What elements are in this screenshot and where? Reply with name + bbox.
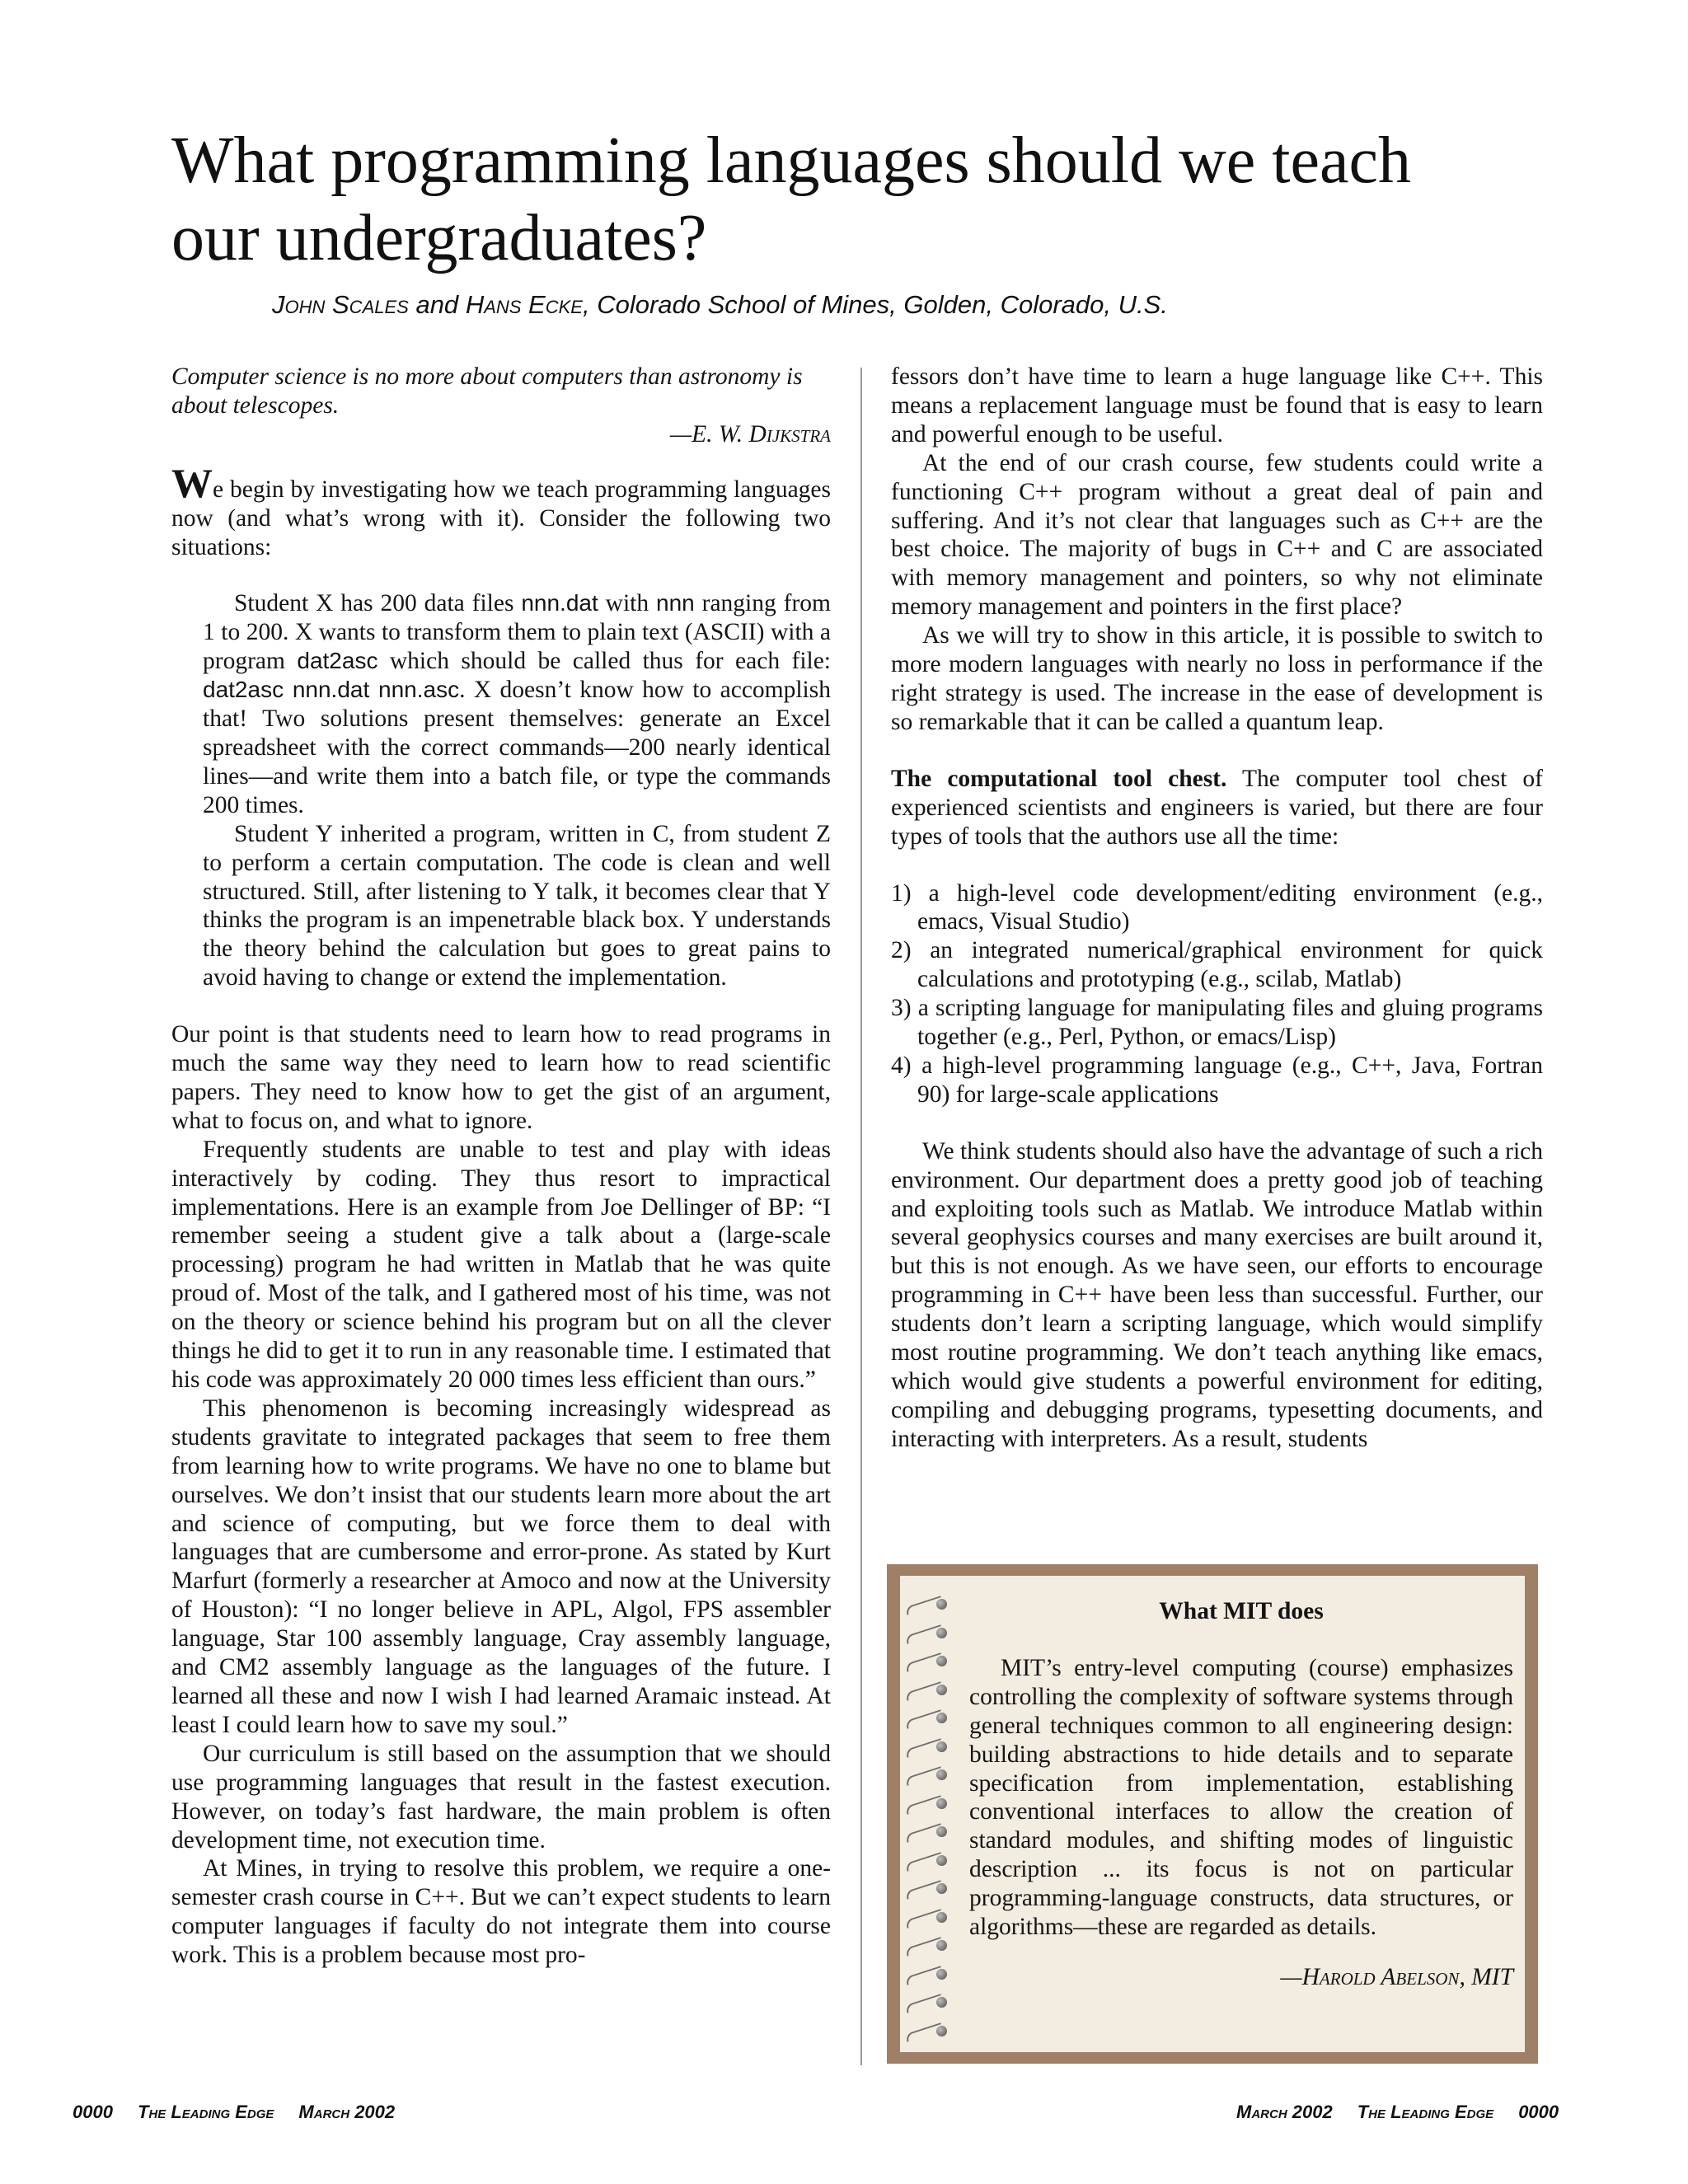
list-item: 3) a scripting language for manipulating files and gluing programs together (e.g., Perl, Python, or emacs/Lisp) [891, 995, 1543, 1051]
spiral-ring-icon [900, 1964, 950, 1993]
author-1: John Scales [272, 290, 409, 319]
spiral-ring-icon [900, 1651, 950, 1680]
page-number: 0000 [73, 2102, 113, 2122]
situation-x: Student X has 200 data files nnn.dat with nnn ranging from 1 to 200. X wants to transform them to plain text (ASCII) with a program dat2asc which should be called thus for each file: dat2asc nnn.dat nnn.asc. X doesn’t know how to accomplish that! Two solutions present themselves: generate an Excel spreadsheet with the correct commands—200 nearly identical lines—and write them into a batch file, or type the commands 200 times. [203, 590, 832, 818]
code-variable: nnn [656, 590, 695, 616]
body-paragraph: fessors don’t have time to learn a huge language like C++. This means a replacement language must be found that is easy to learn and powerful enough to be useful. [891, 363, 1543, 448]
code-command: dat2asc nnn.dat nnn.asc [203, 677, 460, 703]
situations-block [171, 589, 831, 992]
situation-y: Student Y inherited a program, written in C, from student Z to perform a certain computation. The code is clean and well structured. Still, after listening to Y talk, it becomes clear that Y thinks the program is an impenetrable black box. Y understands the theory behind the calculation but goes to great pains to avoid having to change or extend the implementation. [203, 820, 831, 991]
body-paragraph: At the end of our crash course, few students could write a functioning C++ program without a great deal of pain and suffering. And it’s not clear that languages such as C++ are the best choice. The majority of bugs in C++ and C are associated with memory management and pointers, so why not eliminate memory management and pointers in the first place? [891, 449, 1543, 621]
spiral-ring-icon [900, 1935, 950, 1964]
issue-date: March 2002 [1236, 2102, 1333, 2122]
spiral-ring-icon [900, 1992, 950, 2021]
right-column [891, 363, 1543, 1454]
sidebar-content [969, 1597, 1513, 1992]
sidebar-quote: MIT’s entry-level computing (course) emphasizes controlling the complexity of software systems through general techniques common to all engineering design: building abstractions to hide details and to separate specification from implementation, establishing conventional interfaces to allow the creation of standard modules, and shifting modes of linguistic description ... its focus is not on particular programming-language constructs, data structures, or algorithms—these are regarded as details. [969, 1654, 1513, 1941]
affiliation: , Colorado School of Mines, Golden, Colorado, U.S. [582, 290, 1168, 319]
spiral-ring-icon [900, 1594, 950, 1623]
spiral-ring-icon [900, 1736, 950, 1765]
list-item: 2) an integrated numerical/graphical environment for quick calculations and prototyping (e.g., scilab, Matlab) [891, 937, 1543, 993]
spiral-ring-icon [900, 1850, 950, 1879]
journal-name: The Leading Edge [1357, 2102, 1494, 2122]
spiral-ring-icon [900, 1793, 950, 1822]
body-paragraph: Our point is that students need to learn how to read programs in much the same way they need to learn how to read scientific papers. They need to know how to get the gist of an argument, what to focus on, and what to ignore. [171, 1021, 831, 1134]
code-program: dat2asc [297, 648, 378, 674]
footer-left [73, 2102, 420, 2123]
spiral-ring-icon [900, 1680, 950, 1708]
list-item: 1) a high-level code development/editing environment (e.g., emacs, Visual Studio) [891, 879, 1543, 935]
column-divider [860, 368, 862, 2065]
body-paragraph: As we will try to show in this article, it is possible to switch to more modern languages with nearly no loss in performance if the right strategy is used. The increase in the ease of development is so remarkable that it can be called a quantum leap. [891, 622, 1543, 735]
section-heading: The computational tool chest. [891, 765, 1227, 792]
list-item: 4) a high-level programming language (e.g., C++, Java, Fortran 90) for large-scale applications [891, 1052, 1543, 1108]
left-column [171, 363, 831, 1970]
body-paragraph: Frequently students are unable to test and play with ideas interactively by coding. They thus resort to impractical implementations. Here is an example from Joe Dellinger of BP: “I remember seeing a student give a talk about a (large-scale processing) program he had written in Matlab that he was quite proud of. Most of the talk, and I gathered most of his time, was not on the theory or science behind his program but on all the clever things he did to get it to run in any reasonable time. I estimated that his code was approximately 20 000 times less efficient than ours.” [171, 1136, 831, 1393]
body-paragraph: At Mines, in trying to resolve this problem, we require a one-semester crash course in C++. But we can’t expect students to learn computer languages if faculty do not integrate them into course work. This is a problem because most pro- [171, 1855, 831, 1969]
spiral-ring-icon [900, 1708, 950, 1736]
article-title: What programming languages should we teach our undergraduates? [171, 124, 1411, 274]
intro-paragraph: We begin by investigating how we teach programming languages now (and what’s wrong with it). Consider the following two situations: [171, 459, 831, 560]
body-paragraph: We think students should also have the advantage of such a rich environment. Our department does a pretty good job of teaching and exploiting tools such as Matlab. We introduce Matlab within several geophysics courses and many exercises are built around it, but this is not enough. As we have seen, our efforts to encourage programming in C++ have been less than successful. Further, our students don’t learn a scripting language, which would simplify most routine programming. We don’t teach anything like emacs, which would give students a powerful environment for editing, compiling and debugging programs, typesetting documents, and interacting with interpreters. As a result, students [891, 1137, 1543, 1452]
epigraph-attribution: —E. W. Dijkstra [669, 420, 831, 448]
tool-list [891, 879, 1543, 1109]
drop-cap: W [171, 459, 213, 506]
footer-right [1236, 2102, 1583, 2123]
author-2: Hans Ecke [465, 290, 583, 319]
author-conjunction: and [415, 290, 459, 319]
spiral-binding [900, 1594, 950, 2049]
spiral-ring-icon [900, 1907, 950, 1936]
sidebar-title: What MIT does [1159, 1598, 1324, 1624]
epigraph-text: Computer science is no more about computers than astronomy is about telescopes. [171, 363, 803, 419]
spiral-ring-icon [900, 1878, 950, 1907]
page-number: 0000 [1518, 2102, 1559, 2122]
body-paragraph: Our curriculum is still based on the assumption that we should use programming languages that result in the fastest execution. However, on today’s fast hardware, the main problem is often development time, not execution time. [171, 1740, 831, 1854]
sidebar-attribution: —Harold Abelson, MIT [1280, 1963, 1513, 1990]
spiral-ring-icon [900, 1821, 950, 1850]
spiral-ring-icon [900, 1623, 950, 1652]
spiral-ring-icon [900, 1765, 950, 1793]
journal-name: The Leading Edge [137, 2102, 274, 2122]
sidebar-panel [900, 1576, 1525, 2052]
code-filename: nnn.dat [521, 590, 598, 616]
byline [272, 288, 1591, 321]
issue-date: March 2002 [298, 2102, 396, 2122]
spiral-ring-icon [900, 2021, 950, 2050]
sidebar-box [887, 1564, 1538, 2064]
body-paragraph: This phenomenon is becoming increasingly widespread as students gravitate to integrated packages that seem to free them from learning how to write programs. We have no one to blame but ourselves. We don’t insist that our students learn more about the art and science of computing, but we force them to deal with languages that are cumbersome and error-prone. As stated by Kurt Marfurt (formerly a researcher at Amoco and now at the University of Houston): “I no longer believe in APL, Algol, FPS assembler language, Star 100 assembly language, Cray assembly language, and CM2 assembly language as the languages of the future. I learned all these and now I wish I had learned Aramaic instead. At least I could learn how to save my soul.” [171, 1394, 831, 1738]
section-paragraph: The computational tool chest. The computer tool chest of experienced scientists and engineers is varied, but there are four types of tools that the authors use all the time: [891, 765, 1544, 850]
